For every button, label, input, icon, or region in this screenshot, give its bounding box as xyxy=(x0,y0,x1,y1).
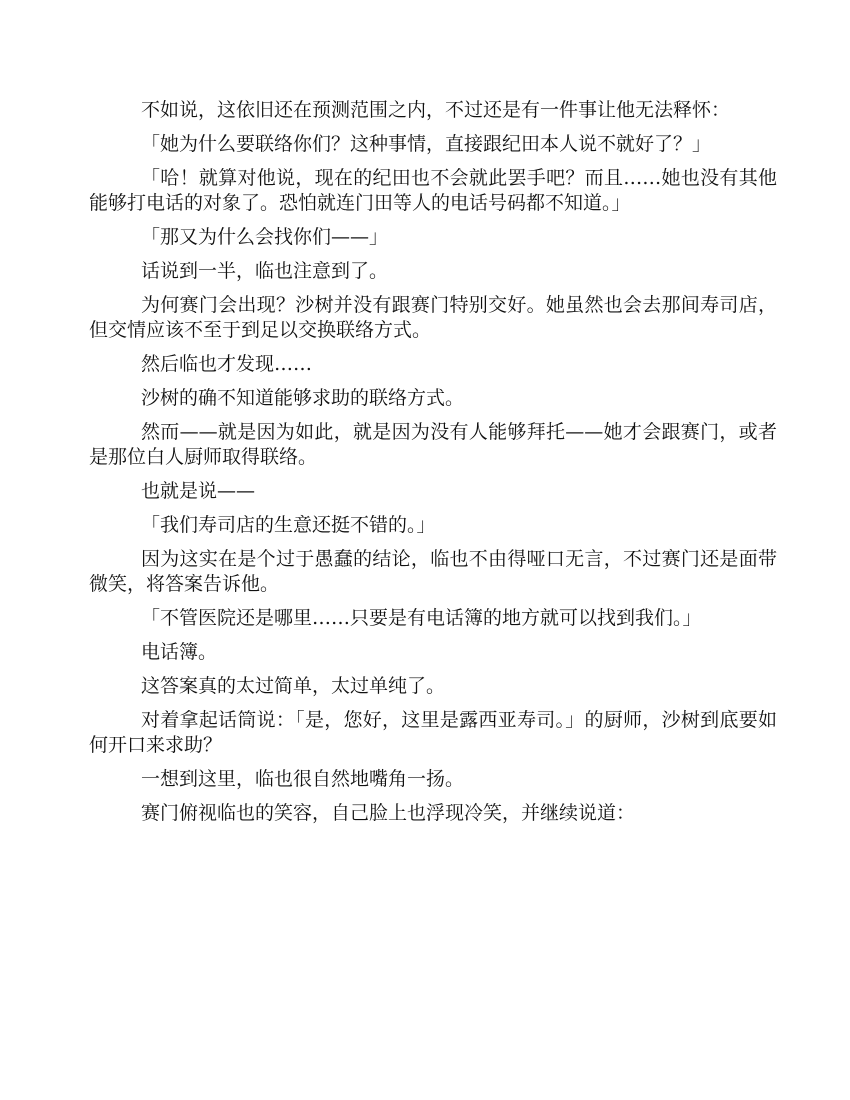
paragraph: 这答案真的太过简单，太过单纯了。 xyxy=(141,675,446,697)
paragraph: 然而——就是因为如此，就是因为没有人能够拜托——她才会跟赛门，或者是那位白人厨师取得联络。 xyxy=(89,421,777,468)
paragraph: 「哈！就算对他说，现在的纪田也不会就此罢手吧？而且……她也没有其他能够打电话的对象了。恐怕就连门田等人的电话号码都不知道。」 xyxy=(89,167,777,214)
paragraph: 一想到这里，临也很自然地嘴角一扬。 xyxy=(141,768,465,790)
paragraph: 然后临也才发现…… xyxy=(141,353,313,375)
paragraph: 电话簿。 xyxy=(141,641,218,663)
paragraph: 对着拿起话筒说：「是，您好，这里是露西亚寿司。」的厨师，沙树到底要如何开口来求助？ xyxy=(89,709,777,756)
paragraph: 「她为什么要联络你们？这种事情，直接跟纪田本人说不就好了？」 xyxy=(141,133,712,155)
paragraph: 沙树的确不知道能够求助的联络方式。 xyxy=(141,387,465,409)
paragraph: 因为这实在是个过于愚蠢的结论，临也不由得哑口无言，不过赛门还是面带微笑，将答案告诉他。 xyxy=(89,548,777,595)
paragraph: 不如说，这依旧还在预测范围之内，不过还是有一件事让他无法释怀： xyxy=(141,99,731,121)
paragraph: 「那又为什么会找你们——」 xyxy=(141,226,389,248)
paragraph: 话说到一半，临也注意到了。 xyxy=(141,260,389,282)
document-page xyxy=(89,98,777,835)
paragraph: 也就是说—— xyxy=(141,480,256,502)
paragraph: 「我们寿司店的生意还挺不错的。」 xyxy=(141,514,436,536)
paragraph: 赛门俯视临也的笑容，自己脸上也浮现冷笑，并继续说道： xyxy=(141,802,636,824)
paragraph: 为何赛门会出现？沙树并没有跟赛门特别交好。她虽然也会去那间寿司店，但交情应该不至于到足以交换联络方式。 xyxy=(89,294,777,341)
paragraph: 「不管医院还是哪里……只要是有电话簿的地方就可以找到我们。」 xyxy=(141,607,702,629)
